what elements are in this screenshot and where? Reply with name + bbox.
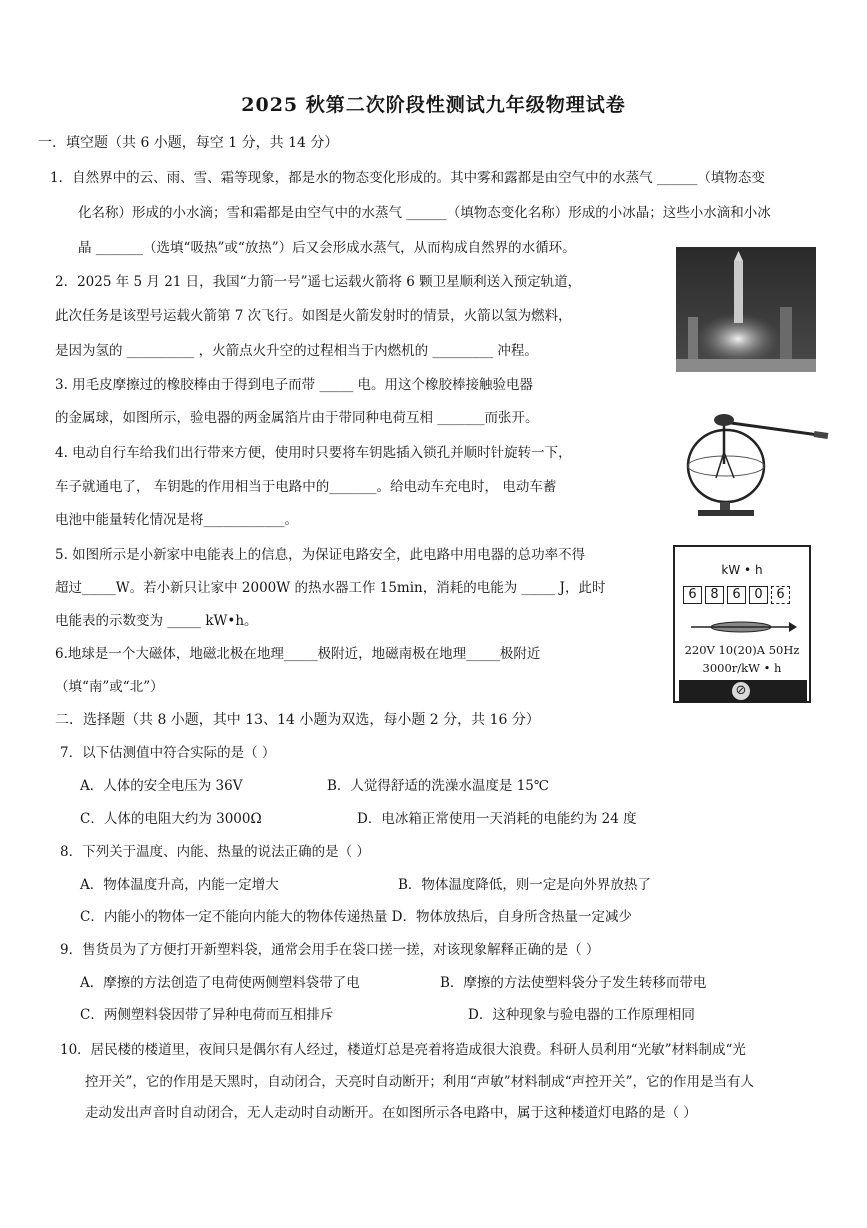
- meter-knob-icon: ⊘: [732, 682, 750, 700]
- question-1-line-2: 化名称）形成的小水滴；雪和霜都是由空气中的水蒸气 ______（填物态变化名称）形成的小冰晶；这些小水滴和小冰: [78, 205, 771, 221]
- meter-constant: 3000r/kW • h: [702, 661, 782, 675]
- meter-digit: 6: [683, 586, 702, 604]
- question-5-line-3: 电能表的示数变为 _____ kW•h。: [55, 613, 258, 629]
- question-9-stem: 9．售货员为了方便打开新塑料袋，通常会用手在袋口搓一搓，对该现象解释正确的是（ ）: [60, 942, 600, 958]
- question-7-option-c: C．人体的电阻大约为 3000Ω: [80, 811, 262, 827]
- question-1-line-3: 晶 _______（选填“吸热”或“放热”）后又会形成水蒸气，从而构成自然界的水循环。: [78, 240, 576, 256]
- question-10-line-2: 控开关”，它的作用是天黑时，自动闭合，天亮时自动断开；利用“声敏”材料制成“声控开关”，它的作用是当有人: [85, 1074, 755, 1090]
- question-6-line-2: （填“南”或“北”）: [55, 679, 164, 695]
- question-8-option-b: B．物体温度降低，则一定是向外界放热了: [398, 877, 651, 893]
- question-8-stem: 8．下列关于温度、内能、热量的说法正确的是（ ）: [60, 844, 370, 860]
- question-9-option-b: B．摩擦的方法使塑料袋分子发生转移而带电: [440, 975, 707, 991]
- question-1-line-1: 1．自然界中的云、雨、雪、霜等现象，都是水的物态变化形成的。其中雾和露都是由空气中的水蒸气 ______（填物态变: [50, 170, 765, 186]
- question-9-option-d: D．这种现象与验电器的工作原理相同: [468, 1007, 695, 1023]
- meter-digit: 8: [705, 586, 724, 604]
- question-7-option-b: B．人觉得舒适的洗澡水温度是 15℃: [327, 778, 549, 794]
- question-2-line-1: 2．2025 年 5 月 21 日，我国“力箭一号”遥七运载火箭将 6 颗卫星顺利送入预定轨道，: [55, 274, 582, 290]
- question-8-option-a: A．物体温度升高，内能一定增大: [80, 877, 279, 893]
- question-4-line-1: 4. 电动自行车给我们出行带来方便，使用时只要将车钥匙插入锁孔并顺时针旋转一下，: [55, 445, 572, 461]
- question-9-option-c: C．两侧塑料袋因带了异种电荷而互相排斥: [80, 1007, 334, 1023]
- question-2-line-3: 是因为氢的 __________ ，火箭点火升空的过程相当于内燃机的 _________ 冲程。: [55, 343, 538, 359]
- meter-digit: 6: [727, 586, 746, 604]
- meter-digit: 0: [749, 586, 768, 604]
- question-10-line-3: 走动发出声音时自动闭合，无人走动时自动断开。在如图所示各电路中，属于这种楼道灯电路的是（ ）: [85, 1105, 697, 1121]
- question-7-stem: 7．以下估测值中符合实际的是（ ）: [60, 745, 276, 761]
- question-9-option-a: A．摩擦的方法创造了电荷使两侧塑料袋带了电: [80, 975, 360, 991]
- question-4-line-3: 电池中能量转化情况是将____________。: [55, 512, 298, 528]
- meter-digit-decimal: 6: [771, 586, 790, 604]
- exam-title: 2025 秋第二次阶段性测试九年级物理试卷: [241, 94, 626, 116]
- meter-reading: [683, 586, 790, 604]
- section-choice-heading: 二．选择题（共 8 小题，其中 13、14 小题为双选，每小题 2 分，共 16 分）: [55, 712, 540, 728]
- question-10-line-1: 10．居民楼的楼道里，夜间只是偶尔有人经过，楼道灯总是亮着将造成很大浪费。科研人员利用“光敏”材料制成“光: [60, 1042, 746, 1058]
- question-7-option-d: D．电冰箱正常使用一天消耗的电能约为 24 度: [357, 811, 637, 827]
- meter-unit-label: kW • h: [721, 563, 763, 577]
- electroscope-figure: [686, 408, 834, 520]
- question-3-line-1: 3. 用毛皮摩擦过的橡胶棒由于得到电子而带 _____ 电。用这个橡胶棒接触验电器: [55, 377, 534, 393]
- question-3-line-2: 的金属球，如图所示，验电器的两金属箔片由于带同种电荷互相 _______而张开。: [55, 410, 539, 426]
- disk-arrow-icon: [685, 615, 797, 639]
- question-4-line-2: 车子就通电了， 车钥匙的作用相当于电路中的_______。给电动车充电时， 电动车蓄: [55, 479, 557, 495]
- section-fill-in-heading: 一．填空题（共 6 小题，每空 1 分，共 14 分）: [38, 135, 339, 151]
- rocket-launch-photo: [676, 247, 816, 372]
- question-7-option-a: A．人体的安全电压为 36V: [80, 778, 243, 794]
- question-5-line-2: 超过_____W。若小新只让家中 2000W 的热水器工作 15min，消耗的电能为 _____ J，此时: [55, 580, 606, 596]
- question-5-line-1: 5. 如图所示是小新家中电能表上的信息，为保证电路安全，此电路中用电器的总功率不得: [55, 547, 586, 563]
- meter-rating: 220V 10(20)A 50Hz: [684, 643, 800, 657]
- question-6-line-1: 6.地球是一个大磁体，地磁北极在地理_____极附近，地磁南极在地理_____极附近: [55, 646, 541, 662]
- question-2-line-2: 此次任务是该型号运载火箭第 7 次飞行。如图是火箭发射时的情景，火箭以氢为燃料，: [55, 308, 572, 324]
- question-8-options-c-d: C．内能小的物体一定不能向内能大的物体传递热量 D．物体放热后，自身所含热量一定减少: [80, 909, 632, 925]
